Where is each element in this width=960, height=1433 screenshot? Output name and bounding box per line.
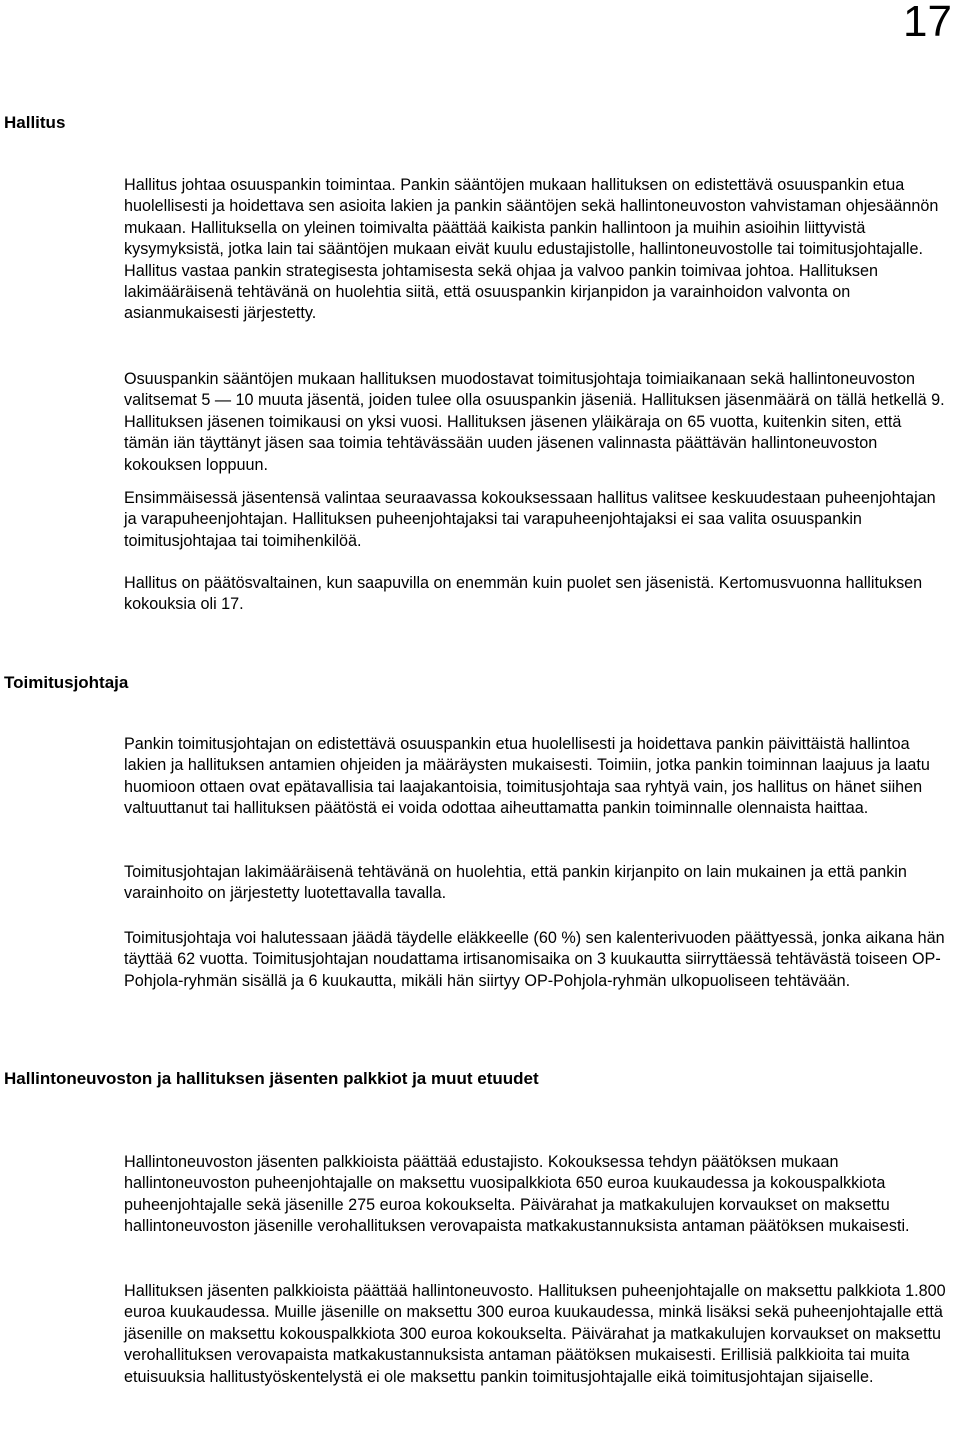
paragraph: Ensimmäisessä jäsentensä valintaa seuraavassa kokouksessaan hallitus valitsee keskuudestaan puheenjohtajan ja varapuheenjohtajan. Hallituksen puheenjohtajaksi tai varapuheenjohtajaksi ei saa valita osuuspankin toimitusjohtajaa tai toimihenkilöä. <box>124 489 936 550</box>
paragraph: Toimitusjohtajan lakimääräisenä tehtävänä on huolehtia, että pankin kirjanpito on lain mukainen ja että pankin varainhoito on järjestetty luotettavalla tavalla. <box>124 863 907 903</box>
page-number: 17 <box>903 0 952 46</box>
paragraph: Hallitus on päätösvaltainen, kun saapuvilla on enemmän kuin puolet sen jäsenistä. Kertomusvuonna hallituksen kokouksia oli 17. <box>124 574 923 614</box>
paragraph: Osuuspankin sääntöjen mukaan hallituksen muodostavat toimitusjohtaja toimiaikanaan sekä hallintoneuvoston valitsemat 5 — 10 muuta jäsentä, joiden tulee olla osuuspankin jäseniä. Hallituksen jäsenmäärä on tällä hetkellä 9. Hallituksen jäsenen toimikausi on yksi vuosi. Hallituksen jäsenen yläikäraja on 65 vuotta, kuitenkin siten, että tämän iän täyttänyt jäsen saa toimia tehtävässään uuden jäsenen valinnasta päättävän hallintoneuvoston kokouksen loppuun. <box>124 370 945 474</box>
paragraph: Hallituksen jäsenten palkkioista päättää hallintoneuvosto. Hallituksen puheenjohtajalle on maksettu palkkiota 1.800 euroa kuukaudessa. Muille jäsenille on maksettu 300 euroa kuukaudessa, minkä lisäksi sekä puheenjohtajalle että jäsenille on maksettu kokouspalkkiota 300 euroa kokoukselta. Päivärahat ja matkakulujen korvaukset on maksettu verohallituksen verovapaista matkakustannuksista antaman päätöksen mukaisesti. Erillisiä palkkioita tai muita etuisuuksia hallitustyöskentelystä ei ole maksettu pankin toimitusjohtajalle eikä toimitusjohtajan sijaiselle. <box>124 1282 946 1386</box>
section-heading-toimitusjohtaja: Toimitusjohtaja <box>4 673 129 692</box>
section-heading-hallitus: Hallitus <box>4 113 66 132</box>
paragraph: Hallitus johtaa osuuspankin toimintaa. Pankin sääntöjen mukaan hallituksen on edistettävä osuuspankin etua huolellisesti ja hoidettava sen asioita lakien ja pankin sääntöjen sekä hallintoneuvoston vahvistaman ohjesäännön mukaan. Hallituksella on yleinen toimivalta päättää kaikista pankin hallintoon ja muihin asioihin liittyvistä kysymyksistä, jotka lain tai sääntöjen mukaan eivät kuulu edustajistolle, hallintoneuvostolle tai toimitusjohtajalle. Hallitus vastaa pankin strategisesta johtamisesta sekä ohjaa ja valvoo pankin toimivaa johtoa. Hallituksen lakimääräisenä tehtävänä on huolehtia siitä, että osuuspankin kirjanpidon ja varainhoidon valvonta on asianmukaisesti järjestetty. <box>124 176 939 323</box>
paragraph: Hallintoneuvoston jäsenten palkkioista päättää edustajisto. Kokouksessa tehdyn päätöksen mukaan hallintoneuvoston puheenjohtajalle on maksettu vuosipalkkiota 650 euroa kuukaudessa ja kokouspalkkiota puheenjohtajalle sekä jäsenille 275 euroa kokoukselta. Päivärahat ja matkakulujen korvaukset on maksettu hallintoneuvoston jäsenille verohallituksen verovapaista matkakustannuksista antaman päätöksen mukaisesti. <box>124 1153 910 1236</box>
section-heading-palkkiot: Hallintoneuvoston ja hallituksen jäsenten palkkiot ja muut etuudet <box>4 1069 539 1088</box>
paragraph: Toimitusjohtaja voi halutessaan jäädä täydelle eläkkeelle (60 %) sen kalenterivuoden päättyessä, jonka aikana hän täyttää 62 vuotta. Toimitusjohtajan noudattama irtisanomisaika on 3 kuukautta siirryttäessä tehtävästä toiseen OP-Pohjola-ryhmän sisällä ja 6 kuukautta, mikäli hän siirtyy OP-Pohjola-ryhmän ulkopuoliseen tehtävään. <box>124 929 945 990</box>
paragraph: Pankin toimitusjohtajan on edistettävä osuuspankin etua huolellisesti ja hoidettava pankin päivittäistä hallintoa lakien ja hallituksen antamien ohjeiden ja määräysten mukaisesti. Toimiin, jotka pankin toiminnan laajuus ja laatu huomioon ottaen ovat epätavallisia tai laajakantoisia, toimitusjohtaja saa ryhtyä vain, jos hallitus on hänet siihen valtuuttanut tai hallituksen päätöstä ei voida odottaa aiheuttamatta pankin toiminnalle olennaista haittaa. <box>124 735 930 818</box>
